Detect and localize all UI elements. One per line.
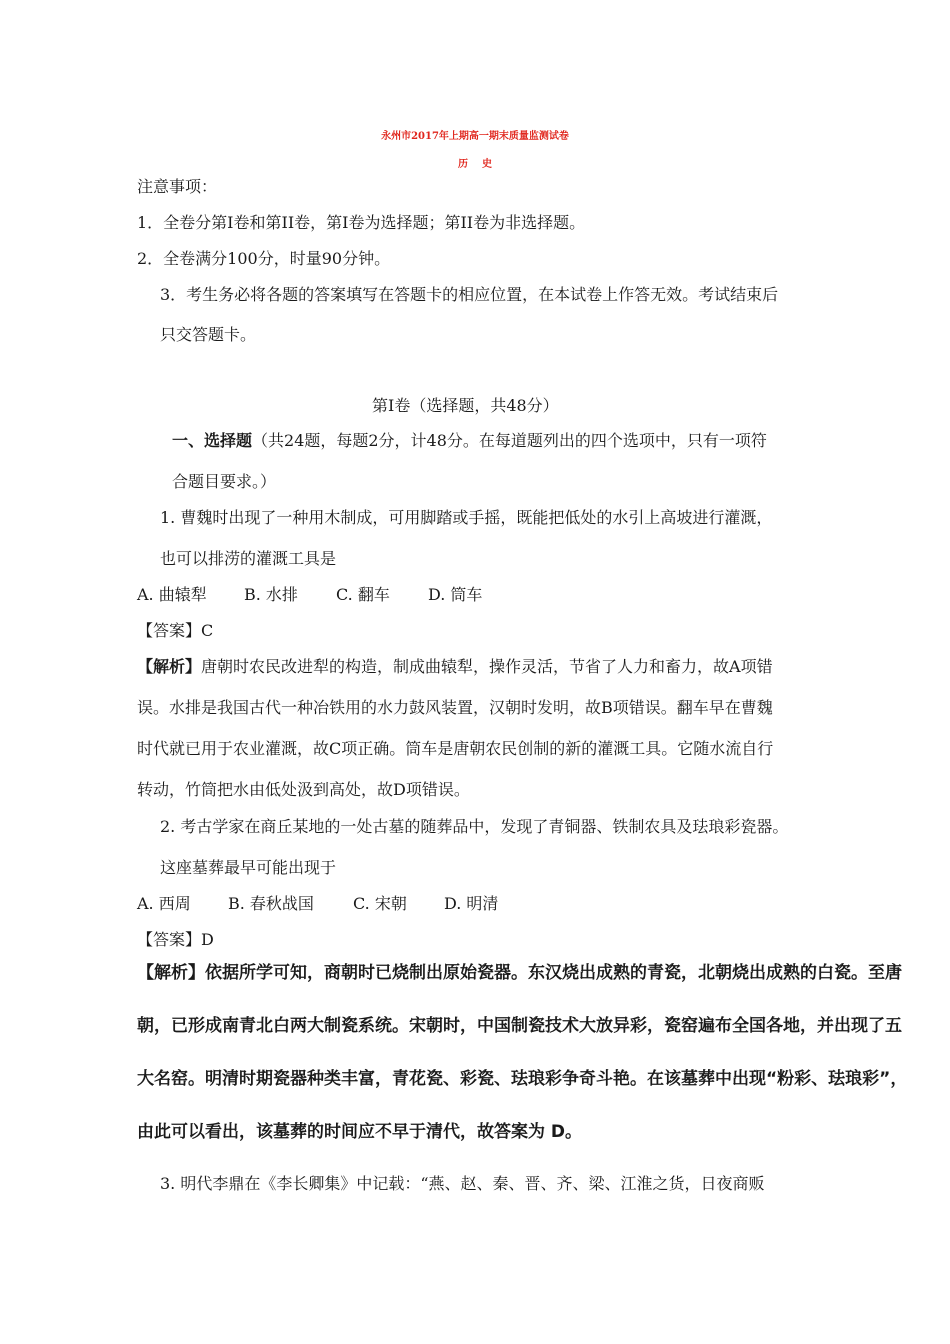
question-1-analysis-line-2: 误。水排是我国古代一种冶铁用的水力鼓风装置，汉朝时发明，故B项错误。翻车早在曹魏 — [137, 698, 773, 717]
option-c: C. 翻车 — [336, 585, 390, 604]
subject-title: 历 史 — [458, 159, 492, 170]
analysis-text: 唐朝时农民改进犁的构造，制成曲辕犁，操作灵活，节省了人力和畜力，故A项错 — [201, 657, 773, 676]
answer-label: 【答案】 — [137, 621, 202, 640]
section-title: 第I卷（选择题，共48分） — [372, 396, 559, 415]
notice-item-1: 1．全卷分第I卷和第II卷，第I卷为选择题；第II卷为非选择题。 — [137, 213, 586, 232]
section-label: 一、选择题 — [172, 431, 253, 450]
section-instruction — [172, 430, 767, 452]
answer-label: 【答案】 — [137, 930, 202, 949]
option-d: D. 明清 — [444, 894, 499, 913]
question-2-analysis-line-4: 由此可以看出，该墓葬的时间应不早于清代，故答案为 D。 — [137, 1122, 583, 1142]
section-instruction-text: （共24题，每题2分，计48分。在每道题列出的四个选项中，只有一项符 — [252, 431, 767, 450]
question-1-stem-cont: 也可以排涝的灌溉工具是 — [160, 549, 337, 568]
question-1-analysis-line-3: 时代就已用于农业灌溉，故C项正确。筒车是唐朝农民创制的新的灌溉工具。它随水流自行 — [137, 739, 774, 758]
option-a: A. 西周 — [137, 894, 191, 913]
option-a: A. 曲辕犁 — [137, 585, 207, 604]
question-1-analysis-line-1 — [137, 656, 773, 678]
answer-value: D — [201, 930, 214, 949]
option-c: C. 宋朝 — [353, 894, 407, 913]
analysis-label: 【解析】 — [137, 657, 202, 676]
question-1-analysis-line-4: 转动，竹筒把水由低处汲到高处，故D项错误。 — [137, 780, 470, 799]
question-2-analysis-line-2: 朝，已形成南青北白两大制瓷系统。宋朝时，中国制瓷技术大放异彩，瓷窑遍布全国各地，并出现了五 — [137, 1016, 902, 1036]
question-2-answer — [137, 929, 214, 951]
question-2-analysis-line-1 — [137, 962, 902, 984]
question-1-answer — [137, 620, 213, 642]
option-b: B. 春秋战国 — [228, 894, 314, 913]
notice-item-2: 2．全卷满分100分，时量90分钟。 — [137, 249, 391, 268]
section-instruction-cont: 合题目要求。） — [172, 472, 277, 491]
option-d: D. 筒车 — [428, 585, 483, 604]
question-2-stem-cont: 这座墓葬最早可能出现于 — [160, 858, 337, 877]
exam-title: 永州市2017年上期高一期末质量监测试卷 — [381, 131, 569, 142]
question-2-options — [137, 893, 498, 915]
notice-item-3-cont: 只交答题卡。 — [160, 325, 257, 344]
notice-item-3: 3．考生务必将各题的答案填写在答题卡的相应位置，在本试卷上作答无效。考试结束后 — [160, 285, 779, 304]
analysis-label: 【解析】 — [137, 963, 205, 983]
question-2-stem: 2. 考古学家在商丘某地的一处古墓的随葬品中，发现了青铜器、铁制农具及珐琅彩瓷器。 — [160, 817, 789, 836]
question-1-stem: 1. 曹魏时出现了一种用木制成，可用脚踏或手摇，既能把低处的水引上高坡进行灌溉， — [160, 508, 773, 527]
analysis-text: 依据所学可知，商朝时已烧制出原始瓷器。东汉烧出成熟的青瓷，北朝烧出成熟的白瓷。至唐 — [205, 963, 902, 983]
question-2-analysis-line-3: 大名窑。明清时期瓷器种类丰富，青花瓷、彩瓷、珐琅彩争奇斗艳。在该墓葬中出现“粉彩、珐琅彩”， — [137, 1069, 908, 1089]
question-3-stem: 3. 明代李鼎在《李长卿集》中记载：“燕、赵、秦、晋、齐、梁、江淮之货，日夜商贩 — [160, 1174, 765, 1193]
option-b: B. 水排 — [244, 585, 298, 604]
answer-value: C — [201, 621, 214, 640]
notice-heading: 注意事项： — [137, 177, 218, 196]
question-1-options — [137, 584, 482, 606]
